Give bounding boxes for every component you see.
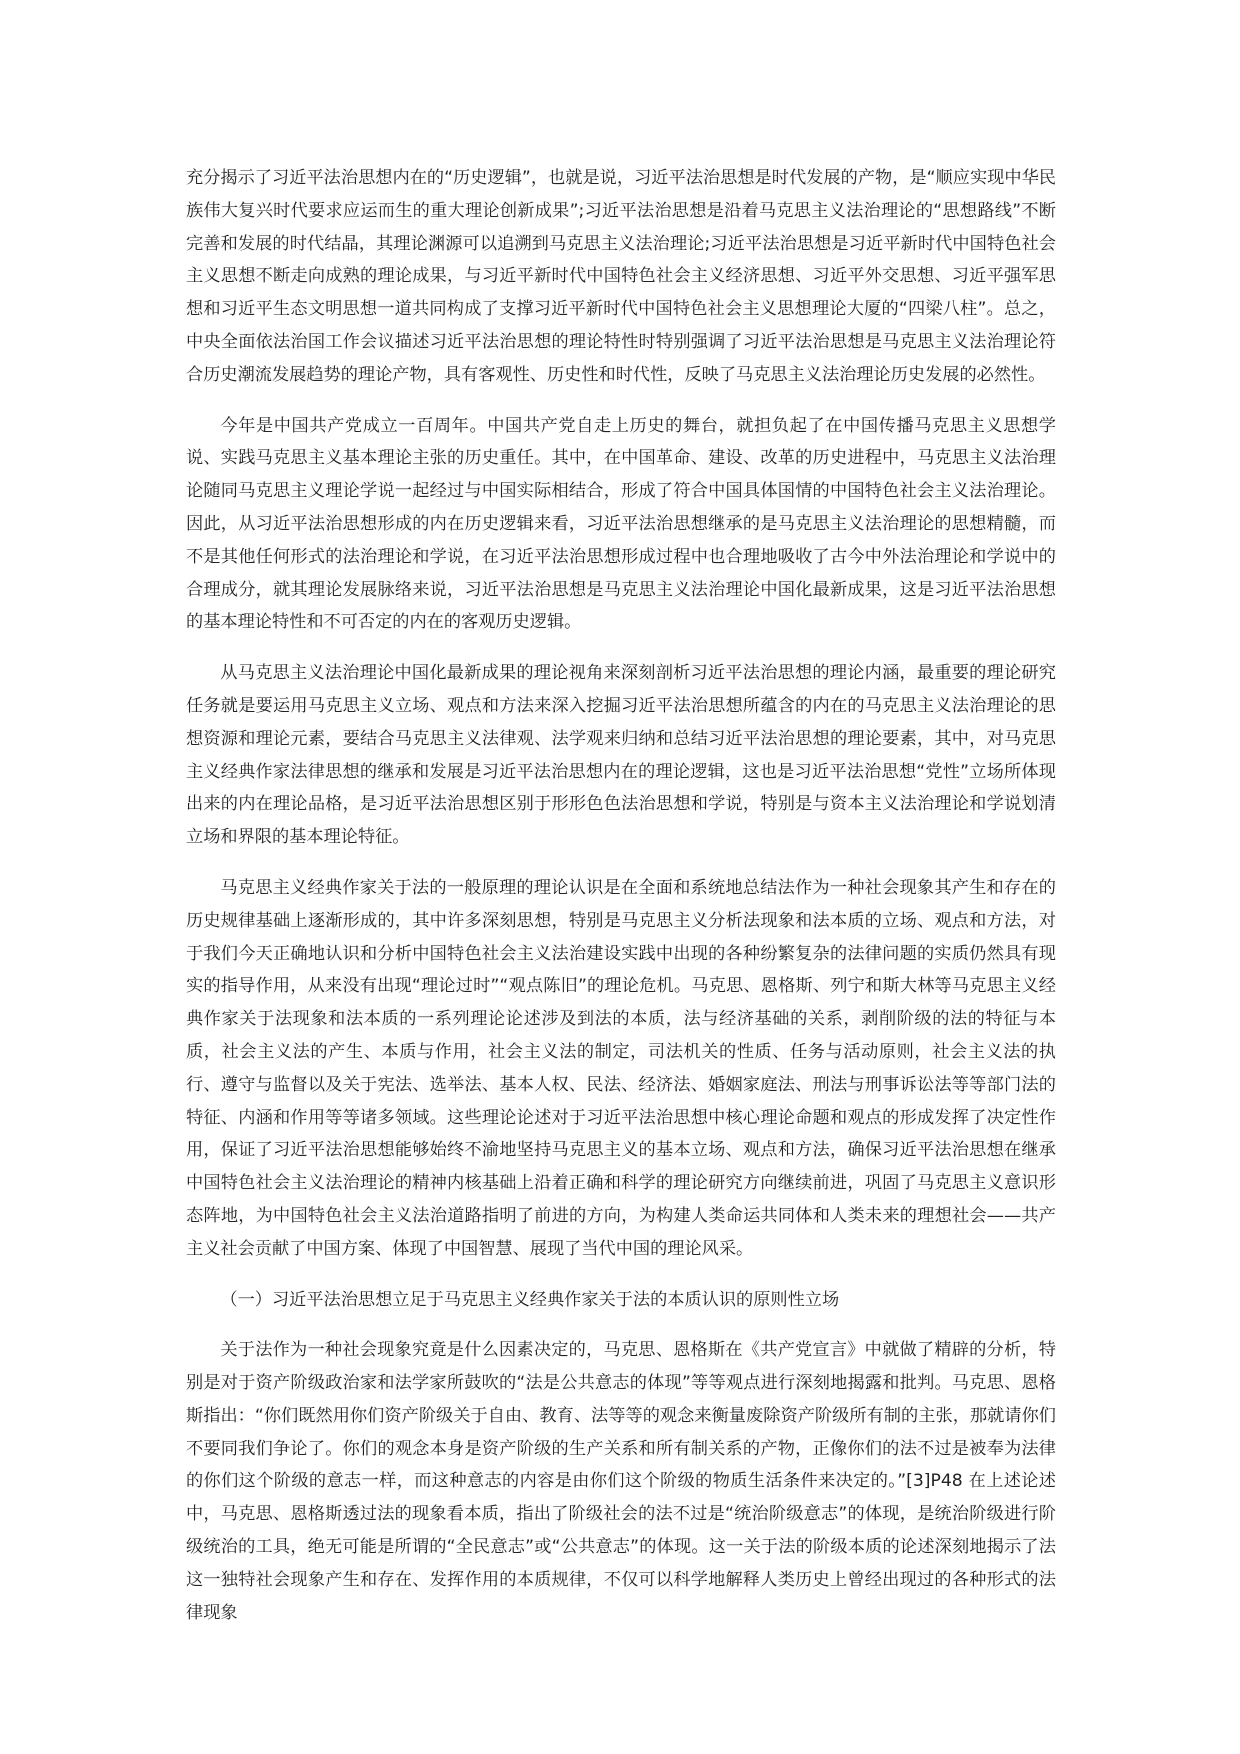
body-paragraph-4: 马克思主义经典作家关于法的一般原理的理论认识是在全面和系统地总结法作为一种社会现象其产生和存在的历史规律基础上逐渐形成的，其中许多深刻思想，特别是马克思主义分析法现象和法本质的立场、观点和方法，对于我们今天正确地认识和分析中国特色社会主义法治建设实践中出现的各种纷繁复杂的法律问题的实质仍然具有现实的指导作用，从来没有出现“理论过时”“观点陈旧”的理论危机。马克思、恩格斯、列宁和斯大林等马克思主义经典作家关于法现象和法本质的一系列理论论述涉及到法的本质，法与经济基础的关系，剥削阶级的法的特征与本质，社会主义法的产生、本质与作用，社会主义法的制定，司法机关的性质、任务与活动原则，社会主义法的执行、遵守与监督以及关于宪法、选举法、基本人权、民法、经济法、婚姻家庭法、刑法与刑事诉讼法等等部门法的特征、内涵和作用等等诸多领域。这些理论论述对于习近平法治思想中核心理论命题和观点的形成发挥了决定性作用，保证了习近平法治思想能够始终不渝地坚持马克思主义的基本立场、观点和方法，确保习近平法治思想在继承中国特色社会主义法治理论的精神内核基础上沿着正确和科学的理论研究方向继续前进，巩固了马克思主义意识形态阵地，为中国特色社会主义法治道路指明了前进的方向，为构建人类命运共同体和人类未来的理想社会——共产主义社会贡献了中国方案、体现了中国智慧、展现了当代中国的理论风采。	[186, 877, 1056, 1259]
body-paragraph-1: 充分揭示了习近平法治思想内在的“历史逻辑”，也就是说，习近平法治思想是时代发展的产物，是“顺应实现中华民族伟大复兴时代要求应运而生的重大理论创新成果”;习近平法治思想是沿着马克思主义法治理论的“思想路线”不断完善和发展的时代结晶，其理论渊源可以追溯到马克思主义法治理论;习近平法治思想是习近平新时代中国特色社会主义思想不断走向成熟的理论成果，与习近平新时代中国特色社会主义经济思想、习近平外交思想、习近平强军思想和习近平生态文明思想一道共同构成了支撑习近平新时代中国特色社会主义思想理论大厦的“四梁八柱”。总之，中央全面依法治国工作会议描述习近平法治思想的理论特性时特别强调了习近平法治思想是马克思主义法治理论符合历史潮流发展趋势的理论产物，具有客观性、历史性和时代性，反映了马克思主义法治理论历史发展的必然性。	[186, 168, 1056, 385]
body-paragraph-3: 从马克思主义法治理论中国化最新成果的理论视角来深刻剖析习近平法治思想的理论内涵，最重要的理论研究任务就是要运用马克思主义立场、观点和方法来深入挖掘习近平法治思想所蕴含的内在的马克思主义法治理论的思想资源和理论元素，要结合马克思主义法律观、法学观来归纳和总结习近平法治思想的理论要素，其中，对马克思主义经典作家法律思想的继承和发展是习近平法治思想内在的理论逻辑，这也是习近平法治思想“党性”立场所体现出来的内在理论品格，是习近平法治思想区别于形形色色法治思想和学说，特别是与资本主义法治理论和学说划清立场和界限的基本理论特征。	[186, 663, 1056, 848]
body-paragraph-5: 关于法作为一种社会现象究竟是什么因素决定的，马克思、恩格斯在《共产党宣言》中就做了精辟的分析，特别是对于资产阶级政治家和法学家所鼓吹的“法是公共意志的体现”等等观点进行深刻地揭露和批判。马克思、恩格斯指出：“你们既然用你们资产阶级关于自由、教育、法等等的观念来衡量废除资产阶级所有制的主张，那就请你们不要同我们争论了。你们的观念本身是资产阶级的生产关系和所有制关系的产物，正像你们的法不过是被奉为法律的你们这个阶级的意志一样，而这种意志的内容是由你们这个阶级的物质生活条件来决定的。”[3]P48 在上述论述中，马克思、恩格斯透过法的现象看本质，指出了阶级社会的法不过是“统治阶级意志”的体现，是统治阶级进行阶级统治的工具，绝无可能是所谓的“全民意志”或“公共意志”的体现。这一关于法的阶级本质的论述深刻地揭示了法这一独特社会现象产生和存在、发挥作用的本质规律，不仅可以科学地解释人类历史上曾经出现过的各种形式的法律现象	[186, 1340, 1056, 1623]
section-heading: （一）习近平法治思想立足于马克思主义经典作家关于法的本质认识的原则性立场	[220, 1289, 840, 1310]
document-page	[186, 162, 1056, 1647]
body-paragraph-2: 今年是中国共产党成立一百周年。中国共产党自走上历史的舞台，就担负起了在中国传播马克思主义思想学说、实践马克思主义基本理论主张的历史重任。其中，在中国革命、建设、改革的历史进程中，马克思主义法治理论随同马克思主义理论学说一起经过与中国实际相结合，形成了符合中国具体国情的中国特色社会主义法治理论。因此，从习近平法治思想形成的内在历史逻辑来看，习近平法治思想继承的是马克思主义法治理论的思想精髓，而不是其他任何形式的法治理论和学说，在习近平法治思想形成过程中也合理地吸收了古今中外法治理论和学说中的合理成分，就其理论发展脉络来说，习近平法治思想是马克思主义法治理论中国化最新成果，这是习近平法治思想的基本理论特性和不可否定的内在的客观历史逻辑。	[186, 415, 1056, 633]
